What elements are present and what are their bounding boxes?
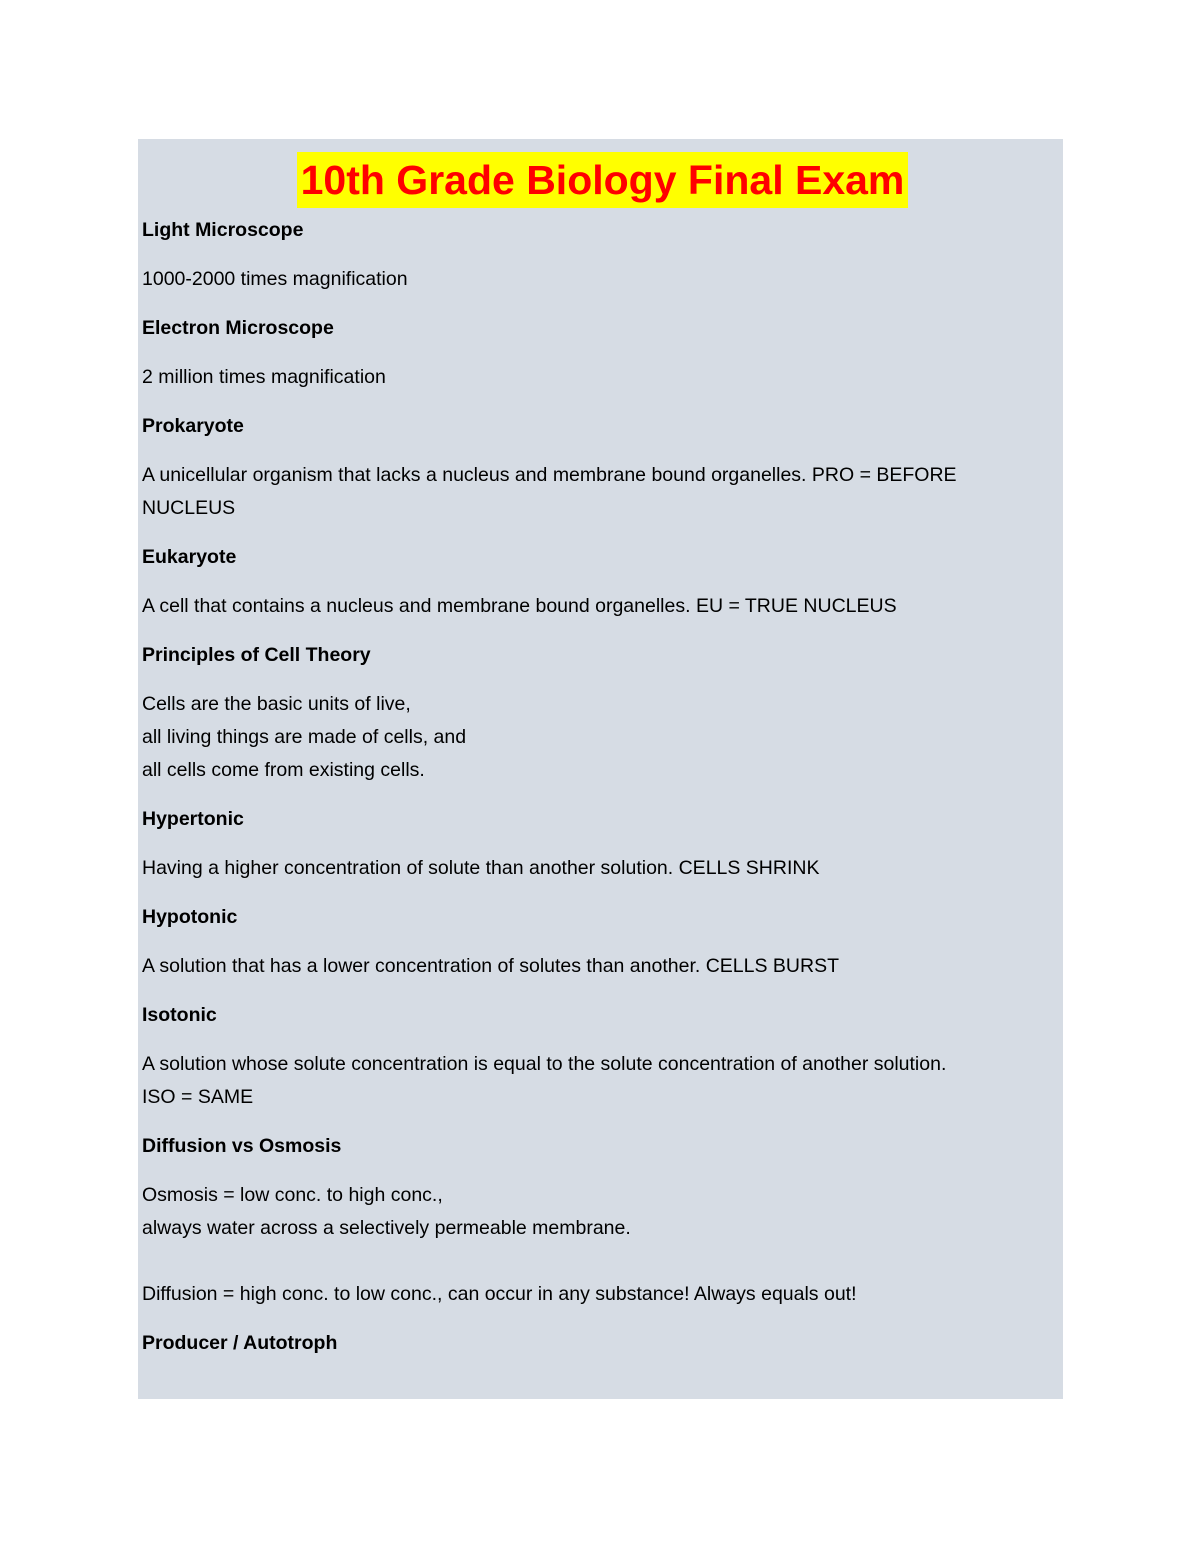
spacer (142, 394, 1063, 410)
spacer (142, 1311, 1063, 1327)
term-entry (142, 901, 1063, 999)
term-entry (142, 999, 1063, 1130)
spacer (142, 787, 1063, 803)
term-definition (142, 361, 1063, 394)
term-heading: Principles of Cell Theory (142, 644, 371, 666)
term-definition (142, 852, 1063, 885)
definition-line: 2 million times magnification (142, 366, 386, 388)
definition-line: NUCLEUS (142, 497, 236, 519)
term-heading: Electron Microscope (142, 317, 334, 339)
term-heading: Producer / Autotroph (142, 1332, 338, 1354)
definition-line: A solution that has a lower concentration of solutes than another. CELLS BURST (142, 955, 839, 977)
spacer (142, 345, 1063, 361)
definition-line: A solution whose solute concentration is equal to the solute concentration of another solution. (142, 1053, 947, 1075)
definition-line: Having a higher concentration of solute than another solution. CELLS SHRINK (142, 857, 820, 879)
term-entry (142, 214, 1063, 312)
definition-line: Osmosis = low conc. to high conc., (142, 1184, 443, 1206)
term-entry (142, 312, 1063, 410)
term-heading: Diffusion vs Osmosis (142, 1135, 342, 1157)
term-definition (142, 688, 1063, 787)
spacer (142, 983, 1063, 999)
term-entry (142, 1130, 1063, 1327)
term-entry (142, 410, 1063, 541)
spacer (142, 1163, 1063, 1179)
term-entry (142, 1327, 1063, 1360)
spacer (142, 623, 1063, 639)
term-heading: Hypertonic (142, 808, 244, 830)
document-panel (138, 139, 1063, 1399)
spacer (142, 1114, 1063, 1130)
definition-line (142, 1245, 1063, 1278)
definition-line: ISO = SAME (142, 1086, 254, 1108)
spacer (142, 525, 1063, 541)
definition-line: A cell that contains a nucleus and membrane bound organelles. EU = TRUE NUCLEUS (142, 595, 897, 617)
term-heading: Hypotonic (142, 906, 238, 928)
term-definition (142, 1048, 1063, 1114)
definition-line: all cells come from existing cells. (142, 759, 425, 781)
term-heading: Isotonic (142, 1004, 217, 1026)
term-definition (142, 950, 1063, 983)
definition-line: all living things are made of cells, and (142, 726, 467, 748)
definition-line: Cells are the basic units of live, (142, 693, 411, 715)
page-title: 10th Grade Biology Final Exam (297, 152, 909, 208)
term-definition (142, 590, 1063, 623)
spacer (142, 574, 1063, 590)
term-entry (142, 541, 1063, 639)
spacer (142, 443, 1063, 459)
spacer (142, 885, 1063, 901)
spacer (142, 296, 1063, 312)
term-entry (142, 803, 1063, 901)
term-entry (142, 639, 1063, 803)
spacer (142, 836, 1063, 852)
definition-line: Diffusion = high conc. to low conc., can occur in any substance! Always equals out! (142, 1283, 857, 1305)
entries-list (142, 214, 1063, 1360)
definition-line: 1000-2000 times magnification (142, 268, 408, 290)
term-definition (142, 1179, 1063, 1311)
spacer (142, 247, 1063, 263)
term-definition (142, 459, 1063, 525)
spacer (142, 1032, 1063, 1048)
term-heading: Eukaryote (142, 546, 237, 568)
term-definition (142, 263, 1063, 296)
definition-line: always water across a selectively permeable membrane. (142, 1217, 631, 1239)
definition-line: A unicellular organism that lacks a nucleus and membrane bound organelles. PRO = BEFORE (142, 464, 957, 486)
term-heading: Prokaryote (142, 415, 244, 437)
term-heading: Light Microscope (142, 219, 304, 241)
spacer (142, 672, 1063, 688)
title-wrap (142, 139, 1063, 214)
spacer (142, 934, 1063, 950)
